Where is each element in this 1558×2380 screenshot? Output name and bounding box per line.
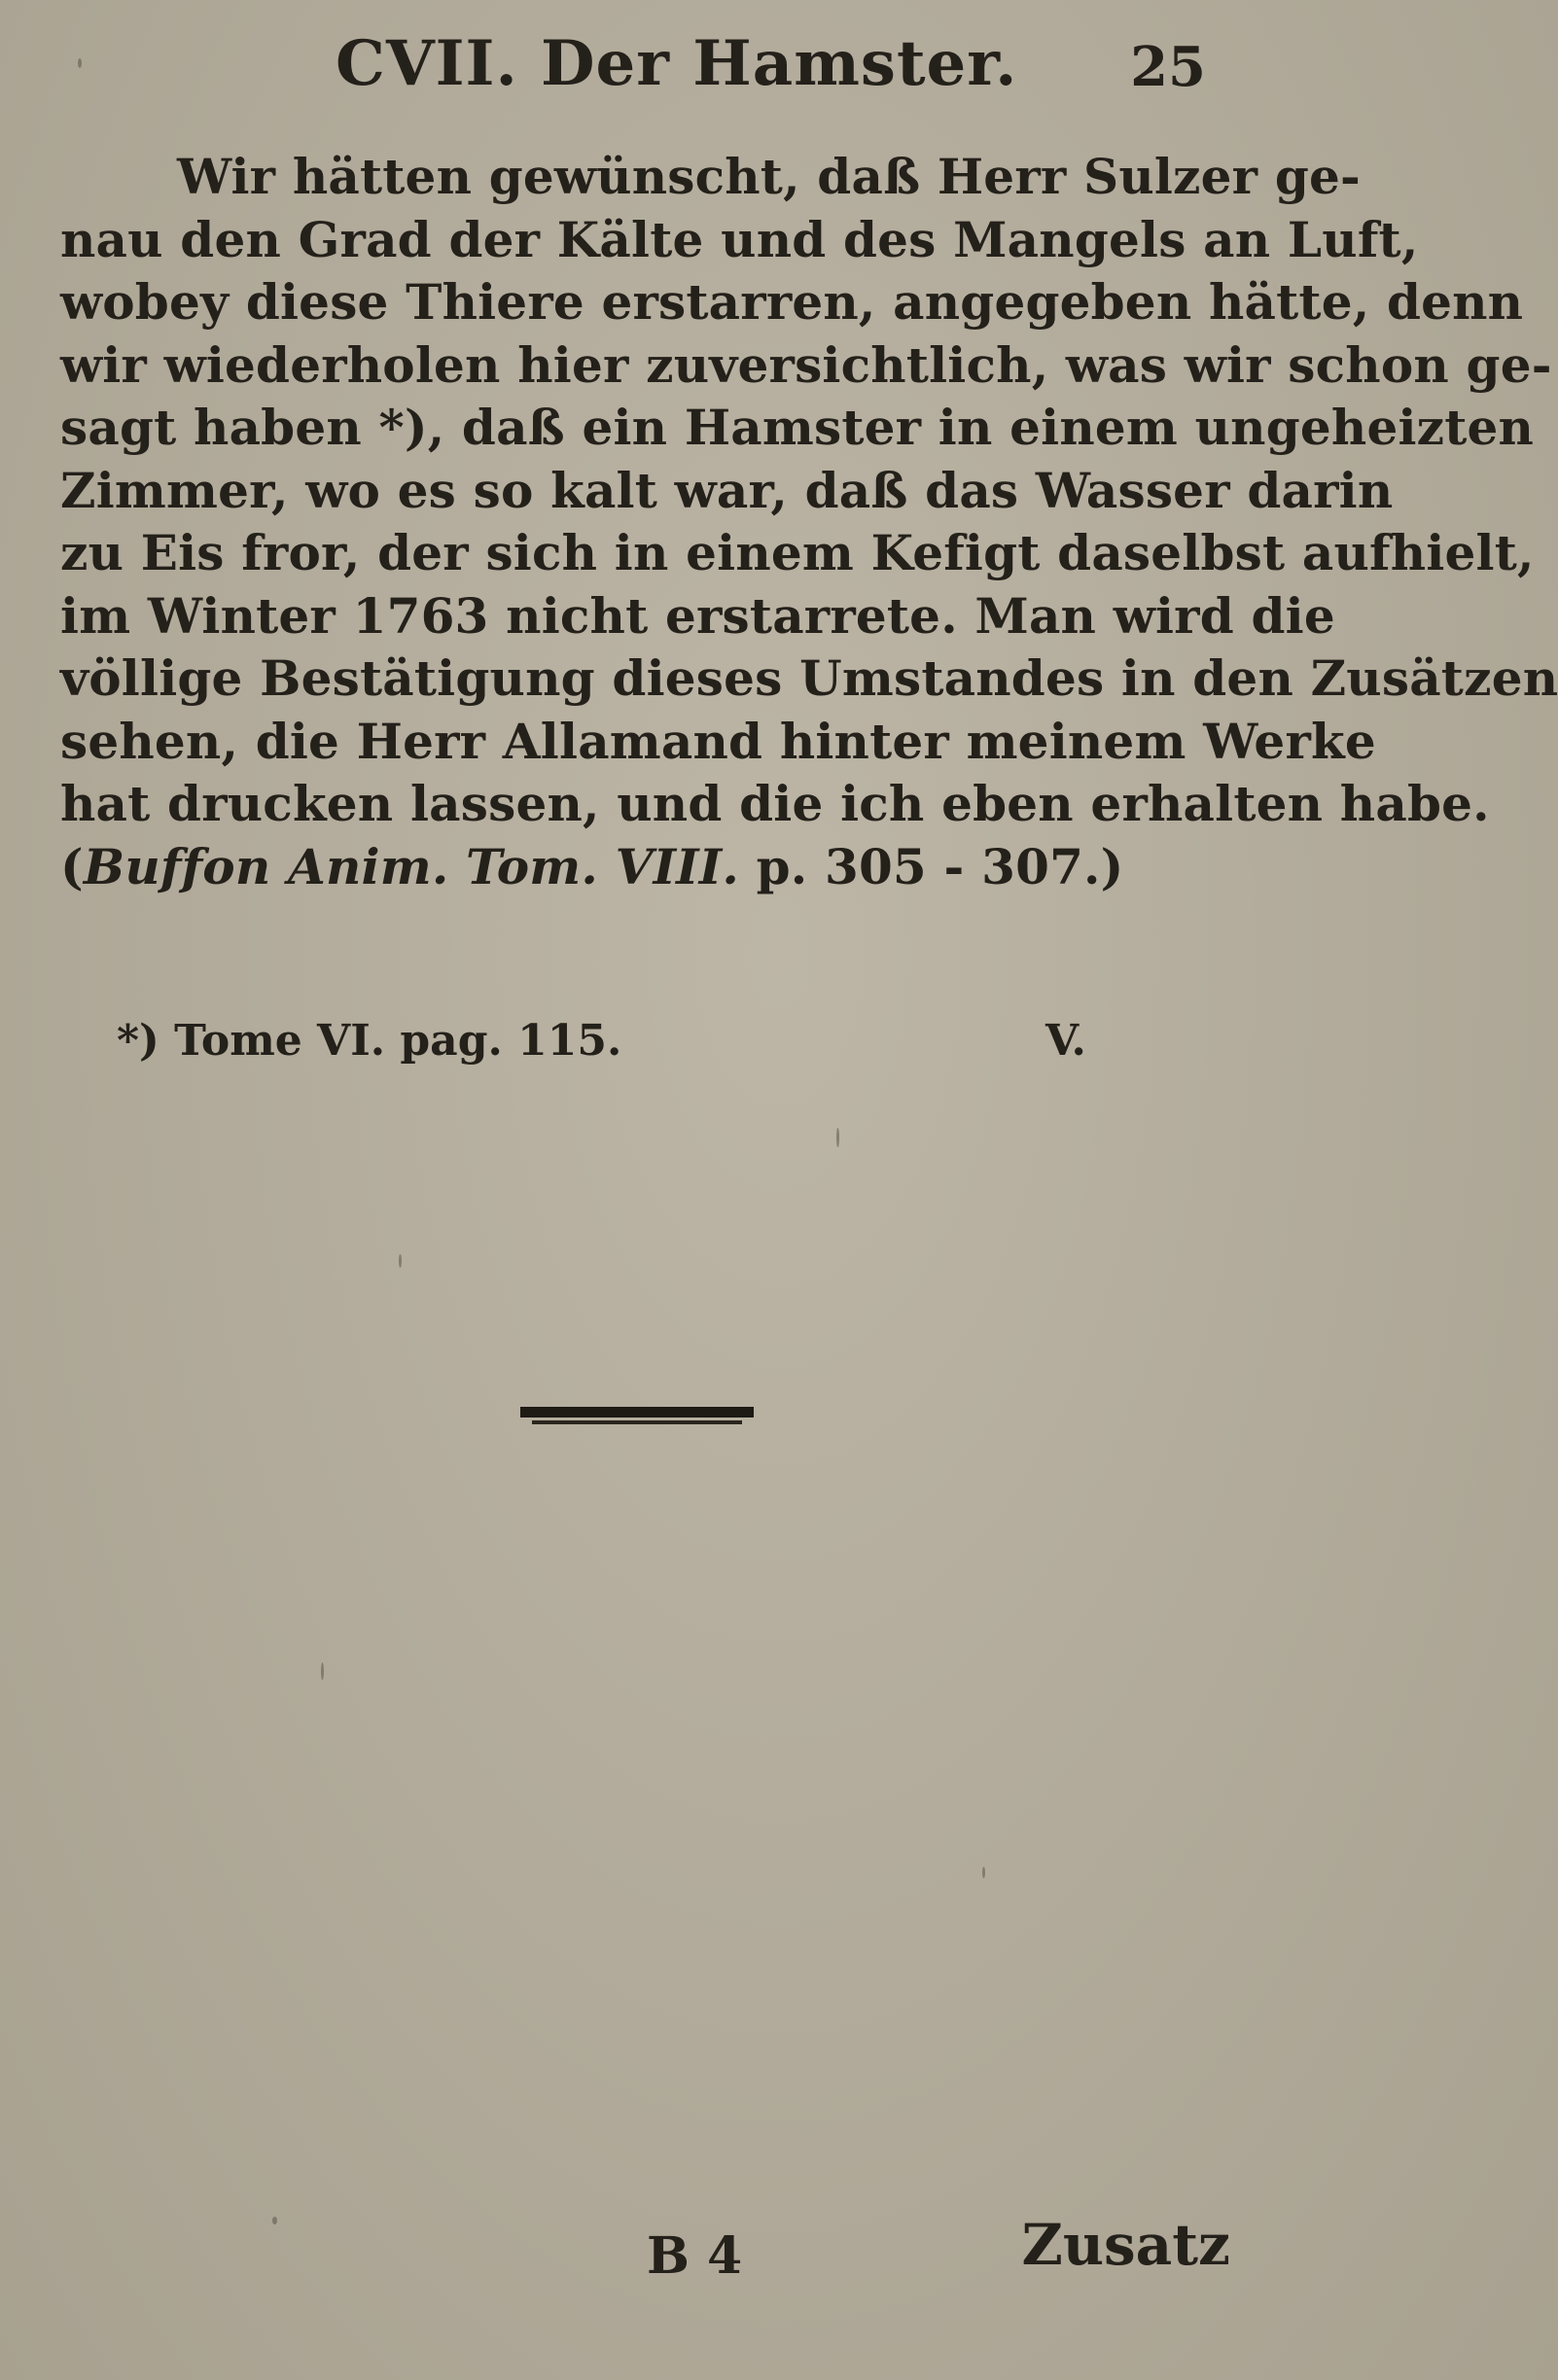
text-line: im Winter 1763 nicht erstarrete. Man wird die <box>60 586 1335 645</box>
text-line: wobey diese Thiere erstarren, angegeben hätte, denn <box>60 273 1524 331</box>
text-line: Wir hätten gewünscht, daß Herr Sulzer ge- <box>177 148 1361 205</box>
footnote-catchword: V. <box>1045 1016 1086 1066</box>
page-header <box>0 21 1264 109</box>
page-number: 25 <box>1130 35 1206 99</box>
paper-speck <box>78 58 82 68</box>
body-paragraph <box>60 146 1558 898</box>
text-line: völlige Bestätigung dieses Umstandes in den Zusätzen <box>60 649 1558 707</box>
paper-speck <box>272 2217 277 2224</box>
text-line: sagt haben *), daß ein Hamster in einem ungeheizten <box>60 399 1535 456</box>
section-rule <box>520 1405 754 1426</box>
paper-speck <box>399 1254 402 1268</box>
citation-source: Buffon Anim. Tom. VIII. <box>83 837 739 895</box>
text-line: nau den Grad der Kälte und des Mangels an Luft, <box>60 210 1419 268</box>
text-line: sehen, die Herr Allamand hinter meinem Werke <box>60 712 1376 770</box>
catchword: Zusatz <box>1021 2212 1230 2278</box>
citation-pages: p. 305 - 307.) <box>738 837 1124 895</box>
signature-mark: B 4 <box>647 2226 743 2286</box>
text-line: Zimmer, wo es so kalt war, daß das Wasser darin <box>60 461 1394 519</box>
running-title: CVII. Der Hamster. <box>336 27 1018 100</box>
text-line: wir wiederholen hier zuversichtlich, was wir schon ge- <box>60 335 1552 394</box>
text-line: zu Eis fror, der sich in einem Kefigt daselbst aufhielt, <box>60 524 1535 581</box>
paper-speck <box>982 1867 985 1878</box>
citation-line <box>60 836 1208 899</box>
footnote: *) Tome VI. pag. 115. <box>117 1016 622 1066</box>
paper-speck <box>321 1662 324 1680</box>
text-line: hat drucken lassen, und die ich eben erhalten habe. <box>60 775 1490 832</box>
citation-open: ( <box>60 837 84 895</box>
paper-speck <box>836 1128 839 1147</box>
